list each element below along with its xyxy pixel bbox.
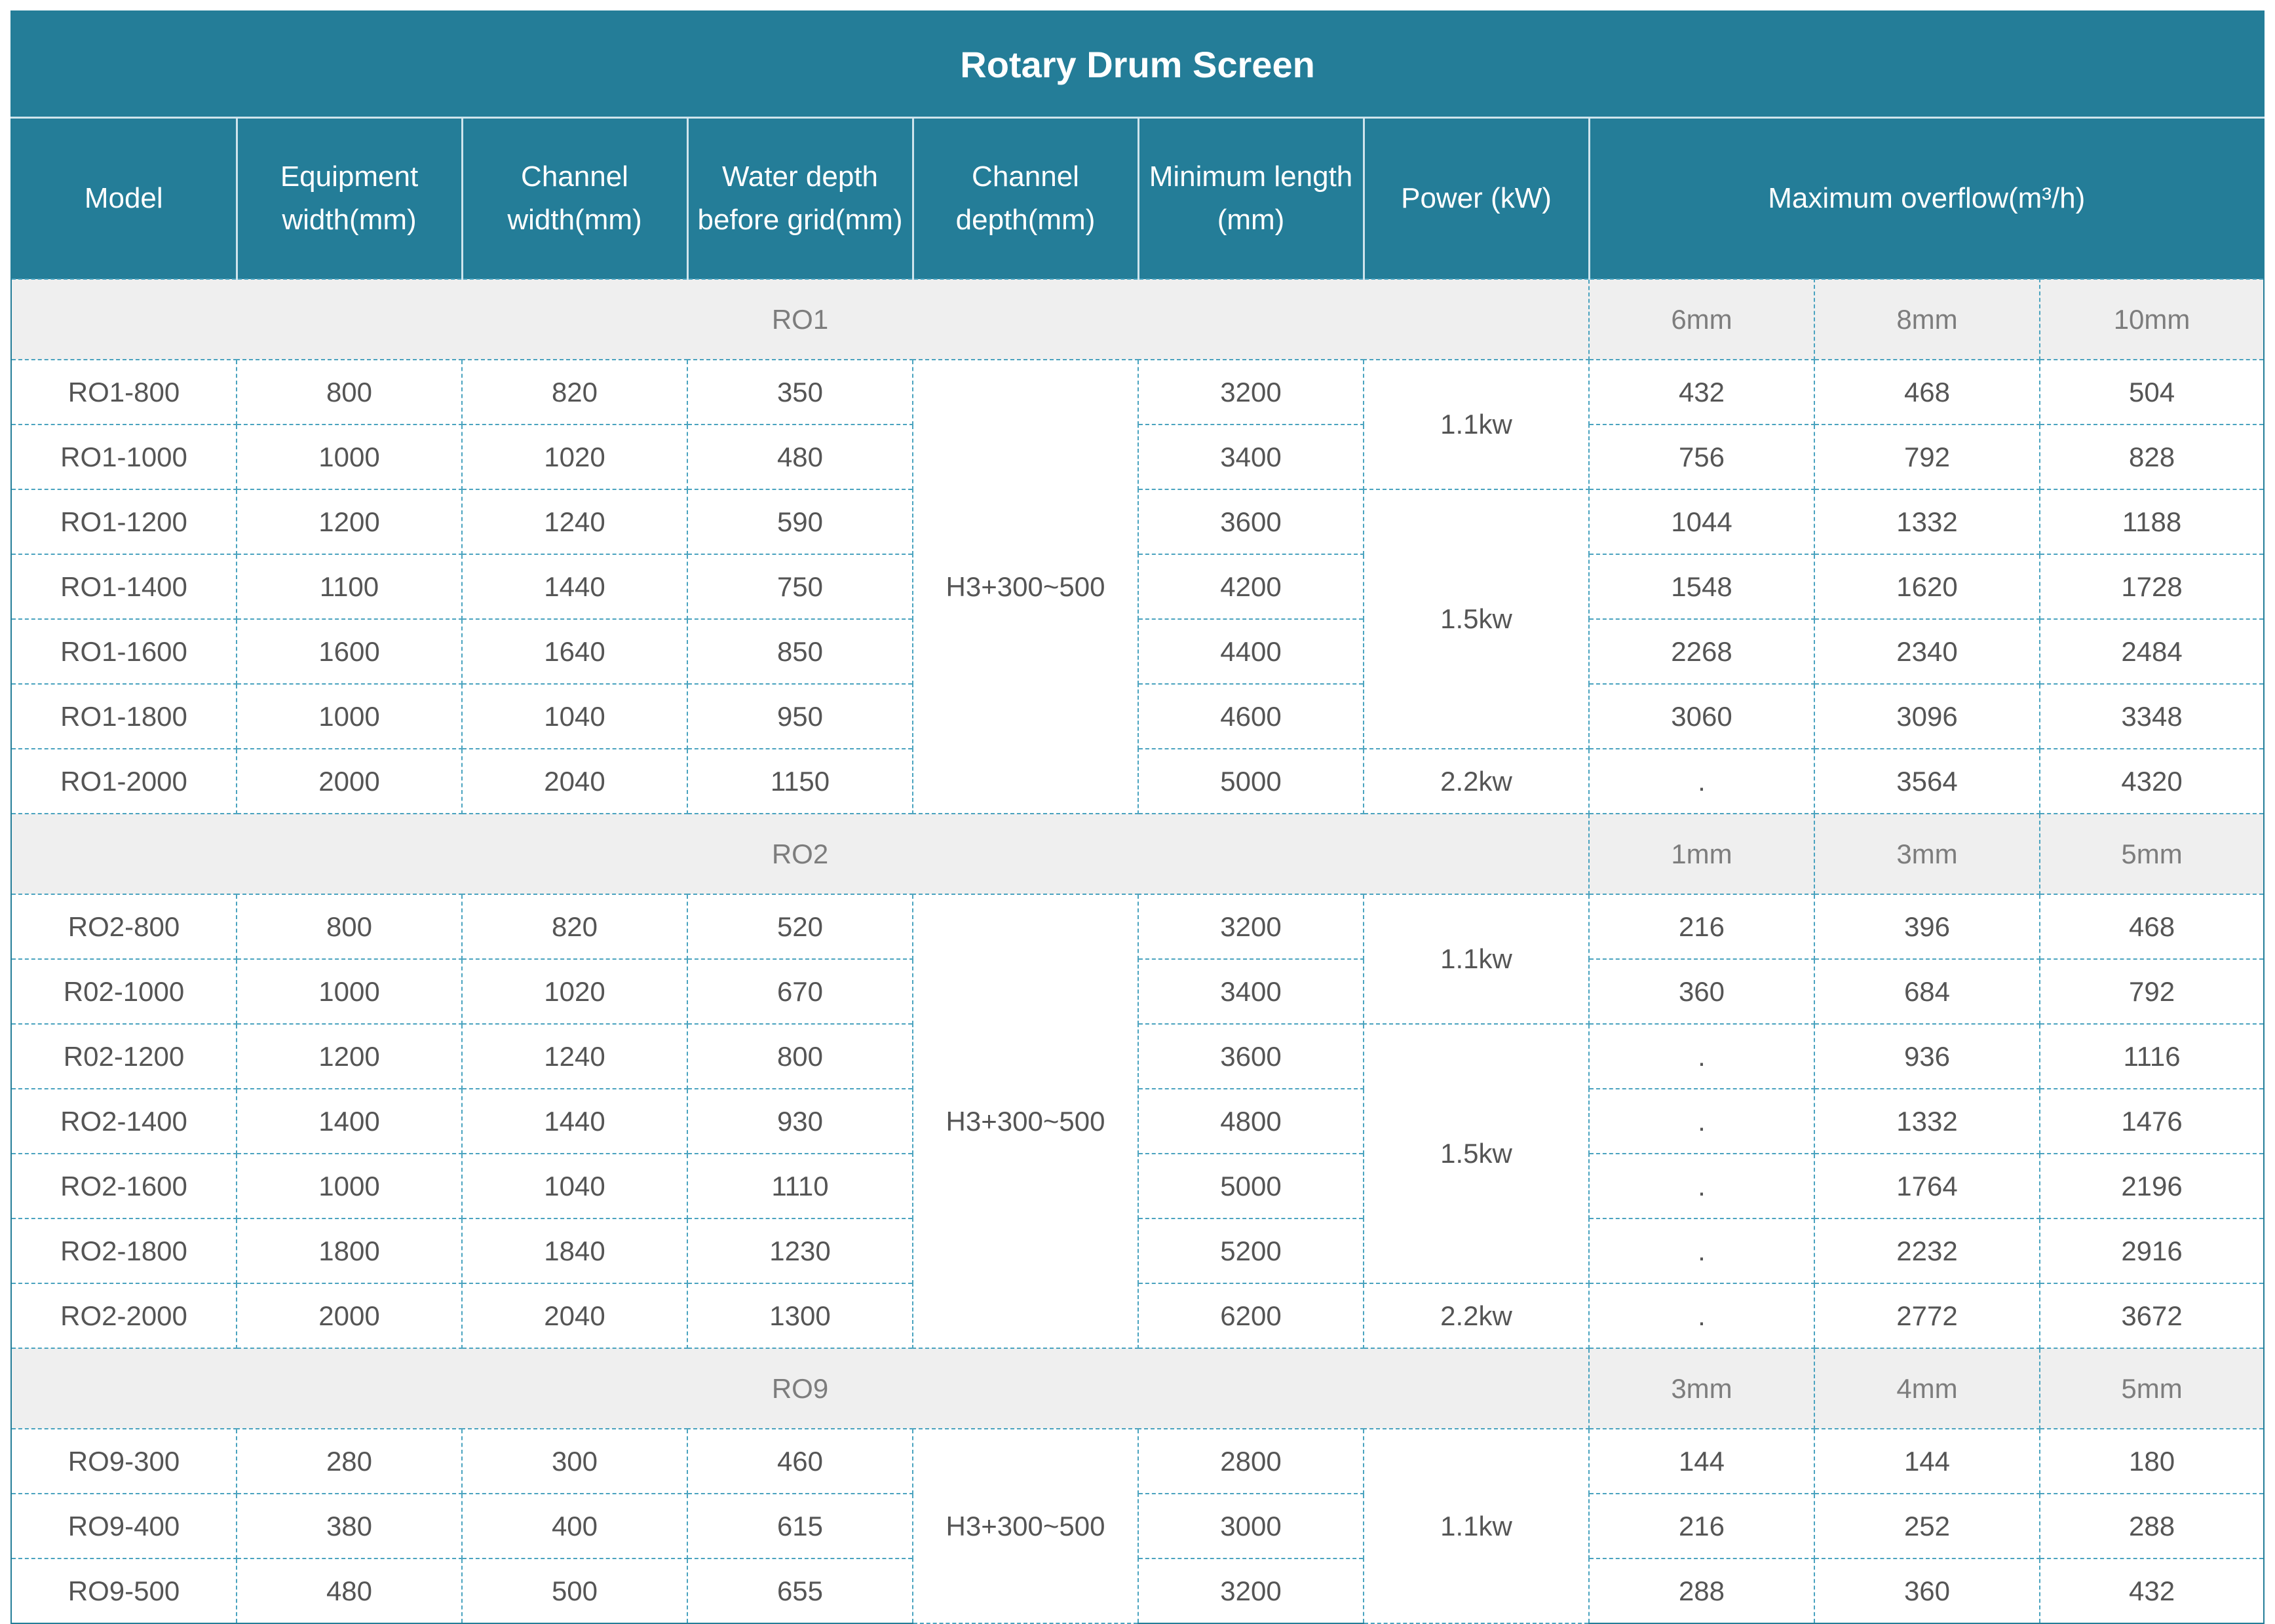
overflow-cell: 3348	[2040, 684, 2264, 749]
overflow-cell: 1764	[1814, 1154, 2040, 1218]
overflow-cell: 1188	[2040, 489, 2264, 554]
overflow-cell: 468	[1814, 360, 2040, 425]
table-row	[11, 1024, 2264, 1089]
water-depth-cell: 480	[687, 425, 913, 489]
model-cell: RO9-300	[11, 1429, 237, 1494]
water-depth-cell: 655	[687, 1558, 913, 1623]
screen-size: 5mm	[2040, 1348, 2264, 1429]
table-row	[11, 1494, 2264, 1558]
water-depth-cell: 1300	[687, 1283, 913, 1348]
minimum-length-cell: 4400	[1138, 619, 1364, 684]
model-cell: RO9-500	[11, 1558, 237, 1623]
table-title: Rotary Drum Screen	[11, 11, 2264, 118]
equipment-width-cell: 1600	[237, 619, 462, 684]
equipment-width-cell: 1000	[237, 425, 462, 489]
header-maximum-overflow: Maximum overflow(m³/h)	[1589, 118, 2264, 280]
channel-width-cell: 1240	[462, 1024, 687, 1089]
overflow-cell: 288	[1589, 1558, 1814, 1623]
power-cell: 2.2kw	[1364, 749, 1589, 814]
minimum-length-cell: 5000	[1138, 749, 1364, 814]
overflow-cell: 180	[2040, 1429, 2264, 1494]
screen-size: 4mm	[1814, 1348, 2040, 1429]
spec-sheet	[10, 10, 2263, 1606]
header-minimum-length: Minimum length (mm)	[1138, 118, 1364, 280]
overflow-cell: 216	[1589, 894, 1814, 959]
overflow-cell: 288	[2040, 1494, 2264, 1558]
equipment-width-cell: 1800	[237, 1218, 462, 1283]
channel-depth-cell: H3+300~500	[913, 894, 1138, 1348]
channel-width-cell: 500	[462, 1558, 687, 1623]
overflow-cell: .	[1589, 1218, 1814, 1283]
water-depth-cell: 950	[687, 684, 913, 749]
minimum-length-cell: 3600	[1138, 489, 1364, 554]
screen-size: 8mm	[1814, 279, 2040, 360]
overflow-cell: 1332	[1814, 489, 2040, 554]
water-depth-cell: 1230	[687, 1218, 913, 1283]
header-equipment-width: Equipment width(mm)	[237, 118, 462, 280]
equipment-width-cell: 1200	[237, 1024, 462, 1089]
equipment-width-cell: 1400	[237, 1089, 462, 1154]
channel-width-cell: 1640	[462, 619, 687, 684]
table-row	[11, 619, 2264, 684]
model-cell: RO2-800	[11, 894, 237, 959]
model-cell: RO1-1200	[11, 489, 237, 554]
overflow-cell: 3060	[1589, 684, 1814, 749]
minimum-length-cell: 5200	[1138, 1218, 1364, 1283]
overflow-cell: 1332	[1814, 1089, 2040, 1154]
channel-width-cell: 1440	[462, 1089, 687, 1154]
overflow-cell: .	[1589, 1024, 1814, 1089]
overflow-cell: .	[1589, 1154, 1814, 1218]
overflow-cell: 792	[1814, 425, 2040, 489]
overflow-cell: 360	[1814, 1558, 2040, 1623]
overflow-cell: 4320	[2040, 749, 2264, 814]
table-row	[11, 1218, 2264, 1283]
power-cell: 2.2kw	[1364, 1283, 1589, 1348]
water-depth-cell: 615	[687, 1494, 913, 1558]
group-header-row	[11, 1348, 2264, 1429]
channel-width-cell: 1020	[462, 425, 687, 489]
header-channel-width: Channel width(mm)	[462, 118, 687, 280]
channel-width-cell: 300	[462, 1429, 687, 1494]
screen-size: 3mm	[1589, 1348, 1814, 1429]
screen-size: 3mm	[1814, 814, 2040, 894]
overflow-cell: 828	[2040, 425, 2264, 489]
channel-width-cell: 400	[462, 1494, 687, 1558]
model-cell: RO1-2000	[11, 749, 237, 814]
screen-size: 1mm	[1589, 814, 1814, 894]
channel-width-cell: 1840	[462, 1218, 687, 1283]
equipment-width-cell: 280	[237, 1429, 462, 1494]
table-row	[11, 1429, 2264, 1494]
channel-width-cell: 820	[462, 894, 687, 959]
water-depth-cell: 800	[687, 1024, 913, 1089]
minimum-length-cell: 3200	[1138, 1558, 1364, 1623]
header-channel-depth: Channel depth(mm)	[913, 118, 1138, 280]
group-header-row	[11, 279, 2264, 360]
overflow-cell: 2196	[2040, 1154, 2264, 1218]
minimum-length-cell: 3400	[1138, 959, 1364, 1024]
spec-table	[10, 10, 2265, 1624]
overflow-cell: 1548	[1589, 554, 1814, 619]
equipment-width-cell: 380	[237, 1494, 462, 1558]
equipment-width-cell: 480	[237, 1558, 462, 1623]
overflow-cell: 3672	[2040, 1283, 2264, 1348]
table-row	[11, 1558, 2264, 1623]
channel-width-cell: 1020	[462, 959, 687, 1024]
channel-depth-cell: H3+300~500	[913, 360, 1138, 814]
minimum-length-cell: 4800	[1138, 1089, 1364, 1154]
header-water-depth: Water depth before grid(mm)	[687, 118, 913, 280]
minimum-length-cell: 5000	[1138, 1154, 1364, 1218]
equipment-width-cell: 1000	[237, 1154, 462, 1218]
equipment-width-cell: 2000	[237, 1283, 462, 1348]
model-cell: R02-1200	[11, 1024, 237, 1089]
channel-width-cell: 1040	[462, 684, 687, 749]
minimum-length-cell: 3200	[1138, 360, 1364, 425]
equipment-width-cell: 1100	[237, 554, 462, 619]
table-row	[11, 360, 2264, 425]
overflow-cell: 2340	[1814, 619, 2040, 684]
water-depth-cell: 1150	[687, 749, 913, 814]
equipment-width-cell: 1000	[237, 684, 462, 749]
model-cell: RO9-400	[11, 1494, 237, 1558]
header-row	[11, 118, 2264, 280]
channel-width-cell: 1040	[462, 1154, 687, 1218]
overflow-cell: 684	[1814, 959, 2040, 1024]
group-name: RO1	[11, 279, 1589, 360]
overflow-cell: 144	[1589, 1429, 1814, 1494]
equipment-width-cell: 1200	[237, 489, 462, 554]
overflow-cell: .	[1589, 1283, 1814, 1348]
table-row	[11, 489, 2264, 554]
group-name: RO2	[11, 814, 1589, 894]
header-model: Model	[11, 118, 237, 280]
power-cell: 1.1kw	[1364, 894, 1589, 1024]
group-header-row	[11, 814, 2264, 894]
water-depth-cell: 850	[687, 619, 913, 684]
model-cell: RO2-1400	[11, 1089, 237, 1154]
equipment-width-cell: 1000	[237, 959, 462, 1024]
overflow-cell: .	[1589, 1089, 1814, 1154]
table-row	[11, 959, 2264, 1024]
minimum-length-cell: 3000	[1138, 1494, 1364, 1558]
screen-size: 5mm	[2040, 814, 2264, 894]
water-depth-cell: 670	[687, 959, 913, 1024]
screen-size: 6mm	[1589, 279, 1814, 360]
table-row	[11, 684, 2264, 749]
water-depth-cell: 750	[687, 554, 913, 619]
model-cell: RO2-1800	[11, 1218, 237, 1283]
overflow-cell: 360	[1589, 959, 1814, 1024]
overflow-cell: 1620	[1814, 554, 2040, 619]
equipment-width-cell: 800	[237, 894, 462, 959]
model-cell: RO1-800	[11, 360, 237, 425]
minimum-length-cell: 3600	[1138, 1024, 1364, 1089]
overflow-cell: 3096	[1814, 684, 2040, 749]
overflow-cell: 1116	[2040, 1024, 2264, 1089]
water-depth-cell: 460	[687, 1429, 913, 1494]
minimum-length-cell: 3200	[1138, 894, 1364, 959]
table-row	[11, 425, 2264, 489]
table-row	[11, 749, 2264, 814]
model-cell: RO1-1600	[11, 619, 237, 684]
channel-width-cell: 1440	[462, 554, 687, 619]
model-cell: RO2-2000	[11, 1283, 237, 1348]
table-body	[11, 279, 2264, 1623]
overflow-cell: 1044	[1589, 489, 1814, 554]
power-cell: 1.5kw	[1364, 489, 1589, 749]
table-row	[11, 1089, 2264, 1154]
screen-size: 10mm	[2040, 279, 2264, 360]
overflow-cell: 468	[2040, 894, 2264, 959]
water-depth-cell: 590	[687, 489, 913, 554]
equipment-width-cell: 2000	[237, 749, 462, 814]
table-row	[11, 894, 2264, 959]
minimum-length-cell: 4200	[1138, 554, 1364, 619]
minimum-length-cell: 3400	[1138, 425, 1364, 489]
overflow-cell: 756	[1589, 425, 1814, 489]
overflow-cell: 252	[1814, 1494, 2040, 1558]
overflow-cell: 792	[2040, 959, 2264, 1024]
overflow-cell: 2772	[1814, 1283, 2040, 1348]
overflow-cell: 144	[1814, 1429, 2040, 1494]
overflow-cell: 2916	[2040, 1218, 2264, 1283]
water-depth-cell: 1110	[687, 1154, 913, 1218]
table-row	[11, 1283, 2264, 1348]
model-cell: RO1-1800	[11, 684, 237, 749]
overflow-cell: 216	[1589, 1494, 1814, 1558]
overflow-cell: 1476	[2040, 1089, 2264, 1154]
group-name: RO9	[11, 1348, 1589, 1429]
channel-width-cell: 1240	[462, 489, 687, 554]
overflow-cell: 2268	[1589, 619, 1814, 684]
channel-width-cell: 2040	[462, 1283, 687, 1348]
power-cell: 1.1kw	[1364, 360, 1589, 489]
channel-depth-cell: H3+300~500	[913, 1429, 1138, 1623]
overflow-cell: 3564	[1814, 749, 2040, 814]
overflow-cell: 2232	[1814, 1218, 2040, 1283]
power-cell: 1.5kw	[1364, 1024, 1589, 1283]
equipment-width-cell: 800	[237, 360, 462, 425]
channel-width-cell: 820	[462, 360, 687, 425]
overflow-cell: 504	[2040, 360, 2264, 425]
water-depth-cell: 350	[687, 360, 913, 425]
overflow-cell: .	[1589, 749, 1814, 814]
overflow-cell: 1728	[2040, 554, 2264, 619]
table-row	[11, 554, 2264, 619]
table-row	[11, 1154, 2264, 1218]
channel-width-cell: 2040	[462, 749, 687, 814]
overflow-cell: 432	[2040, 1558, 2264, 1623]
overflow-cell: 396	[1814, 894, 2040, 959]
water-depth-cell: 520	[687, 894, 913, 959]
minimum-length-cell: 4600	[1138, 684, 1364, 749]
model-cell: RO1-1000	[11, 425, 237, 489]
model-cell: RO2-1600	[11, 1154, 237, 1218]
power-cell: 1.1kw	[1364, 1429, 1589, 1623]
model-cell: RO1-1400	[11, 554, 237, 619]
overflow-cell: 936	[1814, 1024, 2040, 1089]
overflow-cell: 2484	[2040, 619, 2264, 684]
model-cell: R02-1000	[11, 959, 237, 1024]
minimum-length-cell: 6200	[1138, 1283, 1364, 1348]
header-power: Power (kW)	[1364, 118, 1589, 280]
overflow-cell: 432	[1589, 360, 1814, 425]
water-depth-cell: 930	[687, 1089, 913, 1154]
minimum-length-cell: 2800	[1138, 1429, 1364, 1494]
